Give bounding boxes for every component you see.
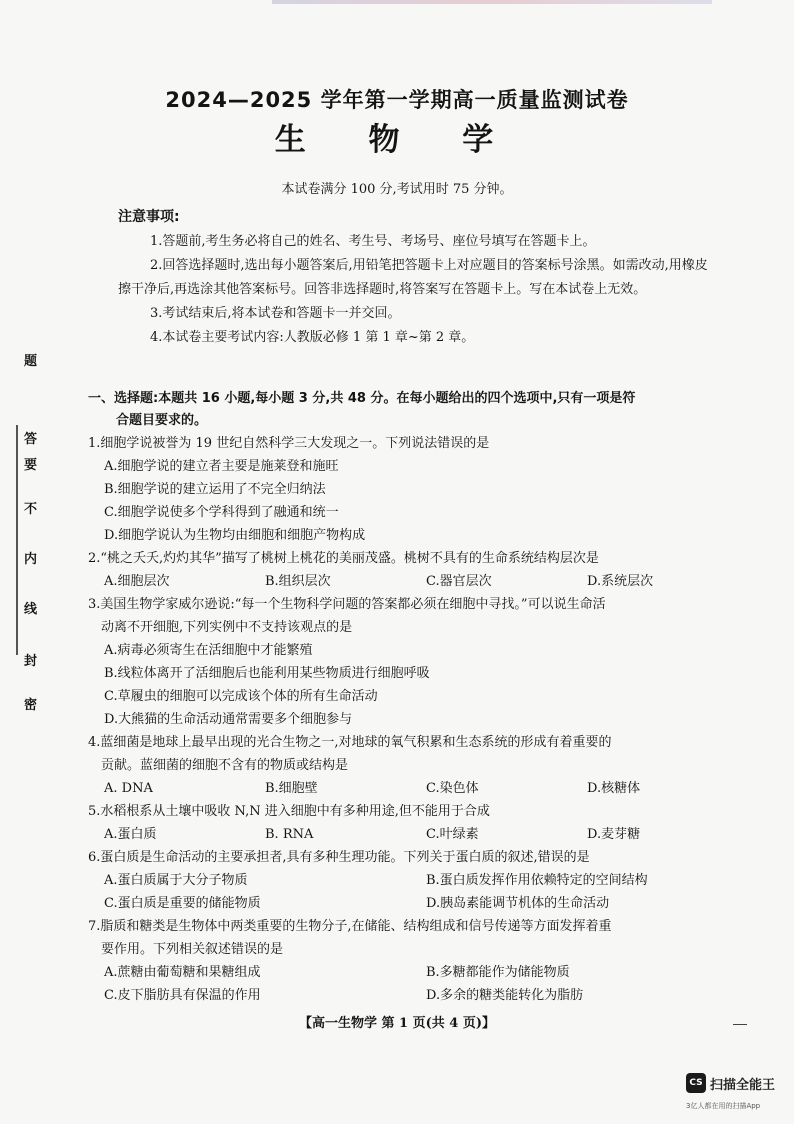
question-stem: 2.“桃之夭夭,灼灼其华”描写了桃树上桃花的美丽茂盛。桃树不具有的生命系统结构层次是 xyxy=(88,551,599,566)
option-b: B.细胞壁 xyxy=(265,781,318,796)
option-b: B. RNA xyxy=(265,827,314,842)
option-c: C.皮下脂肪具有保温的作用 xyxy=(104,988,261,1003)
options-row xyxy=(88,869,748,892)
side-char: 答 xyxy=(24,432,38,447)
binding-line xyxy=(16,425,18,655)
scanner-app-name: 扫描全能王 xyxy=(710,1078,776,1093)
question-stem: 7.脂质和糖类是生物体中两类重要的生物分子,在储能、结构组成和信号传递等方面发挥着重 xyxy=(88,919,612,934)
option-c: C.细胞学说使多个学科得到了融通和统一 xyxy=(104,505,339,520)
question-stem: 1.细胞学说被誉为 19 世纪自然科学三大发现之一。下列说法错误的是 xyxy=(88,436,490,451)
section-line: 合题目要求的。 xyxy=(116,413,208,428)
option-a: A.蔗糖由葡萄糖和果糖组成 xyxy=(104,965,261,980)
option-a: A.细胞层次 xyxy=(104,574,170,589)
footer-dash xyxy=(733,1024,747,1025)
option-d: D.胰岛素能调节机体的生命活动 xyxy=(426,896,610,911)
options-row xyxy=(88,984,748,1007)
option-a: A.病毒必须寄生在活细胞中才能繁殖 xyxy=(104,643,313,658)
question-stem: 3.美国生物学家威尔逊说:“每一个生物科学问题的答案都必须在细胞中寻找。”可以说生命活 xyxy=(88,597,606,612)
question-stem-cont: 贡献。蓝细菌的细胞不含有的物质或结构是 xyxy=(101,758,349,773)
notice-item: 4.本试卷主要考试内容:人教版必修 1 第 1 章~第 2 章。 xyxy=(150,330,475,345)
option-d: D.核糖体 xyxy=(587,781,641,796)
question-stem: 6.蛋白质是生命活动的主要承担者,具有多种生理功能。下列关于蛋白质的叙述,错误的是 xyxy=(88,850,590,865)
option-a: A.蛋白质属于大分子物质 xyxy=(104,873,248,888)
exam-title: 2024—2025 学年第一学期高一质量监测试卷 xyxy=(165,88,629,112)
side-char: 线 xyxy=(24,602,38,617)
side-char: 不 xyxy=(24,502,38,517)
scanner-logo-icon: CS xyxy=(686,1073,706,1093)
section-line: 一、选择题:本题共 16 小题,每小题 3 分,共 48 分。在每小题给出的四个选项中,只有一项是符 xyxy=(88,391,636,406)
option-c: C.草履虫的细胞可以完成该个体的所有生命活动 xyxy=(104,689,378,704)
option-b: B.蛋白质发挥作用依赖特定的空间结构 xyxy=(426,873,648,888)
notice-heading: 注意事项: xyxy=(118,209,180,225)
question-6 xyxy=(88,846,748,915)
side-char: 要 xyxy=(24,458,38,473)
options-row xyxy=(88,892,748,915)
question-stem-cont: 要作用。下列相关叙述错误的是 xyxy=(101,942,284,957)
option-c: C.叶绿素 xyxy=(426,827,479,842)
options-row xyxy=(88,823,748,846)
question-4 xyxy=(88,731,748,800)
option-a: A.蛋白质 xyxy=(104,827,157,842)
question-3 xyxy=(88,593,748,731)
option-d: D.细胞学说认为生物均由细胞和细胞产物构成 xyxy=(104,528,366,543)
option-a: A.细胞学说的建立者主要是施莱登和施旺 xyxy=(104,459,339,474)
scanner-tagline: 3亿人都在用的扫描App xyxy=(686,1102,761,1110)
side-char: 题 xyxy=(24,354,38,369)
notice-item: 2.回答选择题时,选出每小题答案后,用铅笔把答题卡上对应题目的答案标号涂黑。如需改动,用橡皮擦干净后,再选涂其他答案标号。回答非选择题时,将答案写在答题卡上。写在本试卷上无效。 xyxy=(118,258,708,297)
option-c: C.蛋白质是重要的储能物质 xyxy=(104,896,261,911)
top-edge-mark xyxy=(272,0,712,4)
options-row xyxy=(88,961,748,984)
question-list xyxy=(88,432,748,1007)
option-c: C.染色体 xyxy=(426,781,479,796)
question-1 xyxy=(88,432,748,547)
options-row xyxy=(88,570,748,593)
option-c: C.器官层次 xyxy=(426,574,492,589)
option-d: D.大熊猫的生命活动通常需要多个细胞参与 xyxy=(104,712,353,727)
notice-item: 1.答题前,考生务必将自己的姓名、考生号、考场号、座位号填写在答题卡上。 xyxy=(150,234,596,249)
page-footer: 【高一生物学 第 1 页(共 4 页)】 xyxy=(298,1016,496,1031)
question-5 xyxy=(88,800,748,846)
question-7 xyxy=(88,915,748,1007)
option-b: B.线粒体离开了活细胞后也能利用某些物质进行细胞呼吸 xyxy=(104,666,430,681)
side-char: 内 xyxy=(24,552,38,567)
option-d: D.系统层次 xyxy=(587,574,654,589)
options-row xyxy=(88,777,748,800)
option-a: A. DNA xyxy=(104,781,153,796)
question-stem: 4.蓝细菌是地球上最早出现的光合生物之一,对地球的氧气积累和生态系统的形成有着重要的 xyxy=(88,735,612,750)
side-char: 封 xyxy=(24,654,38,669)
option-b: B.细胞学说的建立运用了不完全归纳法 xyxy=(104,482,326,497)
subject-title: 生 物 学 xyxy=(274,122,520,158)
notice-list xyxy=(118,230,718,350)
question-stem-cont: 动离不开细胞,下列实例中不支持该观点的是 xyxy=(101,620,353,635)
question-stem: 5.水稻根系从土壤中吸收 N,N 进入细胞中有多种用途,但不能用于合成 xyxy=(88,804,490,819)
option-b: B.多糖都能作为储能物质 xyxy=(426,965,570,980)
option-d: D.多余的糖类能转化为脂肪 xyxy=(426,988,584,1003)
notice-item: 3.考试结束后,将本试卷和答题卡一并交回。 xyxy=(150,306,401,321)
question-2 xyxy=(88,547,748,593)
option-d: D.麦芽糖 xyxy=(587,827,641,842)
exam-info: 本试卷满分 100 分,考试用时 75 分钟。 xyxy=(281,182,513,197)
option-b: B.组织层次 xyxy=(265,574,331,589)
section-heading xyxy=(88,388,753,432)
side-char: 密 xyxy=(24,698,38,713)
